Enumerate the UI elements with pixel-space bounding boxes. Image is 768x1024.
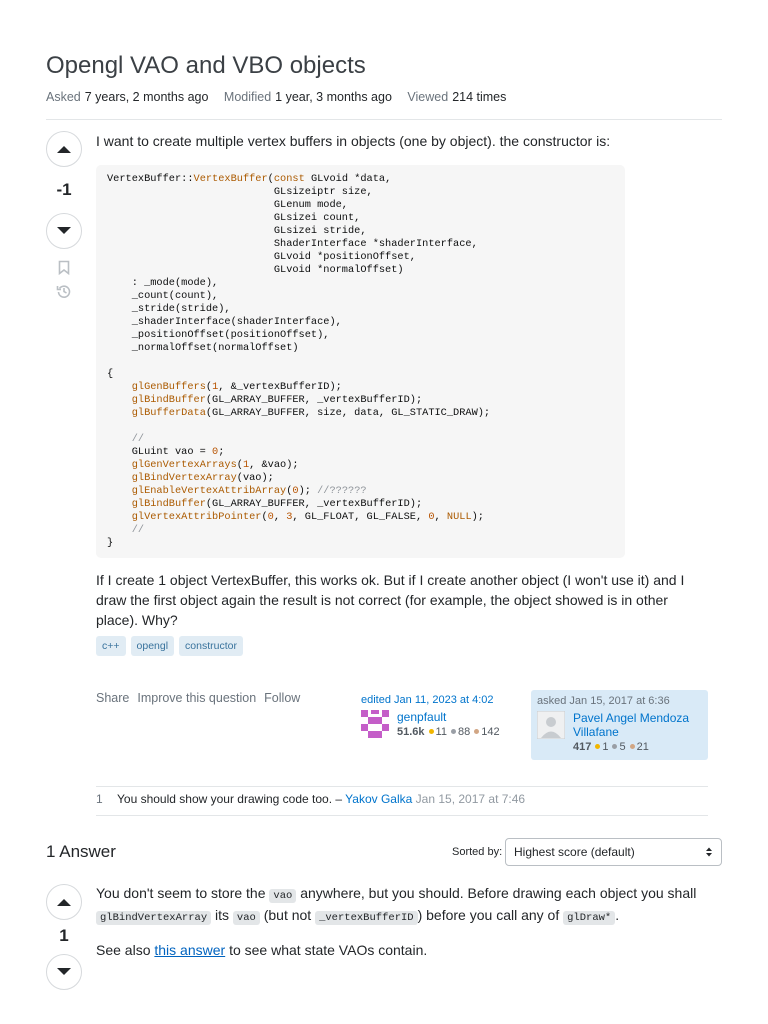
modified-value[interactable]: 1 year, 3 months ago	[275, 90, 392, 104]
code-block: VertexBuffer::VertexBuffer(const GLvoid *data, GLsizeiptr size, GLenum mode, GLsizei count, GLsizei stride, ShaderInterface *shaderInterface, GLvoid *positionOffset, GLvoid *normalOffset) : _mode(mode), _count(count), _stride(stride), _shaderInterface(shaderInterface), _positionOffset(positionOffset), _normalOffset(normalOffset) { glGenBuffers(1, &_vertexBufferID); glBindBuffer(GL_ARRAY_BUFFER, _vertexBufferID); glBufferData(GL_ARRAY_BUFFER, size, data, GL_STATIC_DRAW); // GLuint vao = 0; glGenVertexArrays(1, &vao); glBindVertexArray(vao); glEnableVertexAttribArray(0); //?????? glBindBuffer(GL_ARRAY_BUFFER, _vertexBufferID); glVertexAttribPointer(0, 3, GL_FLOAT, GL_FALSE, 0, NULL); // }	[96, 165, 625, 558]
bronze-badge-count: 21	[636, 741, 649, 753]
gold-badge-icon	[429, 729, 434, 734]
bronze-badge-count: 142	[481, 726, 500, 738]
asked-label: Asked	[46, 90, 81, 104]
divider	[96, 815, 708, 816]
asked-value: 7 years, 2 months ago	[84, 90, 209, 104]
comment-text	[117, 792, 525, 806]
history-button[interactable]	[46, 279, 82, 303]
silver-badge-icon	[451, 729, 456, 734]
upvote-button[interactable]	[46, 131, 82, 167]
question-title[interactable]: Opengl VAO and VBO objects	[46, 52, 366, 79]
downvote-button[interactable]	[46, 954, 82, 990]
comment-body: You should show your drawing code too. –	[117, 792, 343, 806]
silver-badge-count: 88	[457, 726, 471, 738]
gold-badge-icon	[595, 744, 600, 749]
editor-name[interactable]: genpfault	[397, 710, 447, 724]
arrow-down-icon	[56, 226, 72, 236]
comment-user[interactable]: Yakov Galka	[345, 792, 413, 806]
post-actions	[96, 691, 300, 705]
gold-badge-count: 1	[602, 741, 609, 753]
reputation-score: 51.6k	[397, 726, 425, 738]
inline-code: glBindVertexArray	[96, 911, 211, 925]
select-arrows-icon	[705, 846, 713, 858]
silver-badge-icon	[612, 744, 617, 749]
editor-card	[361, 694, 521, 738]
reputation-score: 417	[573, 741, 592, 753]
arrow-down-icon	[56, 967, 72, 977]
follow-link[interactable]: Follow	[264, 691, 301, 705]
editor-reputation	[397, 726, 500, 738]
silver-badge-count: 5	[619, 741, 626, 753]
bookmark-icon	[58, 260, 70, 275]
question-vote-count: -1	[56, 180, 72, 199]
answers-header: 1 Answer	[46, 842, 116, 861]
sort-label: Sorted by:	[452, 846, 503, 858]
asked-timestamp: asked Jan 15, 2017 at 6:36	[537, 695, 670, 707]
downvote-button[interactable]	[46, 213, 82, 249]
sort-value: Highest score (default)	[514, 845, 635, 859]
comment-score: 1	[96, 792, 103, 806]
answer-body	[96, 884, 712, 960]
question-intro: I want to create multiple vertex buffers in objects (one by object). the constructor is:	[96, 133, 611, 149]
tag-constructor[interactable]: constructor	[179, 636, 243, 656]
asker-reputation	[573, 741, 702, 753]
comment	[96, 792, 708, 806]
modified-label: Modified	[223, 90, 272, 104]
inline-code: vao	[269, 889, 296, 903]
answer-vote-count: 1	[59, 926, 69, 945]
tag-list	[96, 636, 243, 656]
inline-code: glDraw*	[563, 911, 615, 925]
inline-code: vao	[233, 911, 260, 925]
this-answer-link[interactable]: this answer	[154, 942, 226, 958]
bronze-badge-icon	[630, 744, 635, 749]
edited-timestamp[interactable]: edited Jan 11, 2023 at 4:02	[361, 694, 494, 706]
upvote-button[interactable]	[46, 884, 82, 920]
asker-name[interactable]: Pavel Angel Mendoza Villafane	[573, 711, 690, 739]
bronze-badge-icon	[474, 729, 479, 734]
comment-date[interactable]: Jan 15, 2017 at 7:46	[415, 792, 526, 806]
answer-paragraph-2: See also this answer to see what state VAOs contain.	[96, 942, 428, 958]
inline-code: _vertexBufferID	[315, 911, 418, 925]
gold-badge-count: 11	[435, 726, 447, 738]
arrow-up-icon	[56, 897, 72, 907]
improve-question-link[interactable]: Improve this question	[137, 691, 257, 705]
question-meta	[46, 90, 518, 104]
question-outro: If I create 1 object VertexBuffer, this works ok. But if I create another object (I won't use it) and I draw the first object again the result is not correct (for example, the object showed is in other place). Why?	[96, 572, 685, 628]
arrow-up-icon	[56, 144, 72, 154]
avatar[interactable]	[537, 711, 565, 739]
tag-opengl[interactable]: opengl	[131, 636, 175, 656]
viewed-label: Viewed	[407, 90, 449, 104]
bookmark-button[interactable]	[46, 255, 82, 279]
answer-vote-column	[46, 884, 82, 990]
sort-dropdown[interactable]	[505, 838, 722, 866]
divider	[46, 119, 722, 120]
avatar[interactable]	[361, 710, 389, 738]
history-icon	[56, 283, 72, 299]
asker-card	[531, 690, 708, 760]
question-body	[96, 131, 712, 630]
divider	[96, 786, 708, 787]
viewed-value: 214 times	[452, 90, 507, 104]
share-link[interactable]: Share	[96, 691, 130, 705]
answer-paragraph-1: You don't seem to store the vao anywhere, but you should. Before drawing each object you shall glBindVertexArray its vao (but not _vertexBufferID ) before you call any of glDraw* .	[96, 885, 697, 924]
question-vote-column	[46, 131, 82, 303]
tag-cpp[interactable]: c++	[96, 636, 126, 656]
